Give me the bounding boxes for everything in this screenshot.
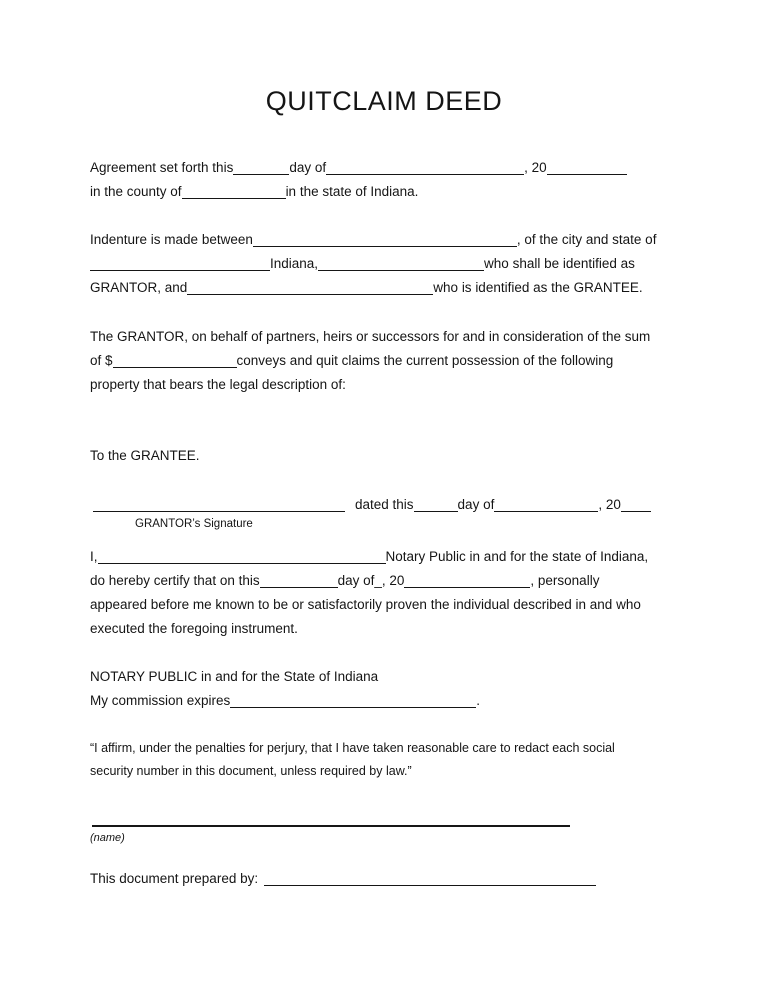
- field-grantor-name-blank[interactable]: [253, 234, 517, 247]
- signature-text-2: day of: [457, 497, 495, 512]
- field-notary-year-blank[interactable]: [404, 575, 530, 588]
- field-name-signature-blank[interactable]: [92, 825, 570, 827]
- notary-public-line-1: NOTARY PUBLIC in and for the State of Indiana: [90, 669, 379, 684]
- notary-public-text-2: .: [476, 693, 481, 708]
- signature-row: [90, 493, 651, 517]
- field-signature-day-blank[interactable]: [414, 499, 458, 512]
- grantor-clause-text-1: of $: [90, 353, 113, 368]
- field-day-blank[interactable]: [233, 162, 289, 175]
- field-identify-blank[interactable]: [318, 258, 484, 271]
- intro-text-4: in the county of: [90, 184, 182, 199]
- document-title: QUITCLAIM DEED: [265, 86, 503, 116]
- field-notary-day-blank[interactable]: [260, 575, 338, 588]
- signature-section: [90, 493, 651, 533]
- prepared-by-text: This document prepared by:: [90, 871, 259, 886]
- grantor-clause-paragraph: [90, 325, 650, 397]
- notary-public-text-1: My commission expires: [90, 693, 231, 708]
- notary-ack-line-1: [90, 545, 648, 569]
- intro-text-1: Agreement set forth this: [90, 160, 234, 175]
- notary-ack-line-3: appeared before me known to be or satisfactorily proven the individual described in and who: [90, 597, 641, 612]
- indenture-text-6: who is identified as the GRANTEE.: [433, 280, 643, 295]
- grantee-section: [90, 444, 200, 468]
- intro-line-2: [90, 180, 627, 204]
- notary-ack-text-4: day of_, 20: [337, 573, 405, 588]
- field-grantor-signature-blank[interactable]: [93, 499, 345, 512]
- indenture-text-1: Indenture is made between: [90, 232, 253, 247]
- notary-ack-text-1: I,: [90, 549, 98, 564]
- grantor-clause-line-3: property that bears the legal description of:: [90, 377, 346, 392]
- notary-ack-text-5: , personally: [530, 573, 600, 588]
- grantee-line: To the GRANTEE.: [90, 448, 200, 463]
- intro-paragraph: [90, 156, 627, 204]
- notary-ack-text-3: do hereby certify that on this: [90, 573, 260, 588]
- field-year-blank[interactable]: [547, 162, 627, 175]
- indenture-line-3: [90, 276, 656, 300]
- prepared-by-row: [90, 867, 596, 891]
- grantor-clause-line-2: [90, 349, 650, 373]
- field-grantee-name-blank[interactable]: [187, 282, 433, 295]
- grantor-signature-label: GRANTOR’s Signature: [135, 518, 253, 530]
- indenture-paragraph: [90, 228, 656, 300]
- affirmation-paragraph: [90, 737, 615, 783]
- field-signature-year-blank[interactable]: [621, 499, 651, 512]
- intro-text-2: day of: [289, 160, 327, 175]
- affirmation-line-1: “I affirm, under the penalties for perjury, that I have taken reasonable care to redact each social: [90, 741, 615, 755]
- indenture-text-2: , of the city and state of: [516, 232, 657, 247]
- notary-public-line-2: [90, 689, 480, 713]
- notary-ack-text-2: Notary Public in and for the state of Indiana,: [385, 549, 649, 564]
- field-county-blank[interactable]: [182, 186, 286, 199]
- name-label: (name): [90, 832, 125, 844]
- notary-ack-paragraph: [90, 545, 648, 641]
- signature-text-3: , 20: [598, 497, 621, 512]
- field-signature-month-blank[interactable]: [494, 499, 598, 512]
- field-city-blank[interactable]: [90, 258, 270, 271]
- field-notary-name-blank[interactable]: [98, 551, 386, 564]
- indenture-line-1: [90, 228, 656, 252]
- affirmation-line-2: security number in this document, unless required by law.”: [90, 764, 412, 778]
- notary-public-section: [90, 665, 480, 713]
- grantor-clause-line-1: The GRANTOR, on behalf of partners, heirs or successors for and in consideration of the sum: [90, 329, 651, 344]
- indenture-text-5: GRANTOR, and: [90, 280, 188, 295]
- grantor-clause-text-2: conveys and quit claims the current possession of the following: [236, 353, 614, 368]
- field-prepared-by-blank[interactable]: [264, 873, 596, 886]
- indenture-text-3: Indiana,: [270, 256, 319, 271]
- notary-ack-line-4: executed the foregoing instrument.: [90, 621, 298, 636]
- indenture-text-4: who shall be identified as: [484, 256, 635, 271]
- intro-text-5: in the state of Indiana.: [285, 184, 419, 199]
- field-amount-blank[interactable]: [113, 355, 237, 368]
- intro-line-1: [90, 156, 627, 180]
- field-month-blank[interactable]: [326, 162, 524, 175]
- field-commission-expires-blank[interactable]: [230, 695, 476, 708]
- prepared-by-section: [90, 867, 596, 891]
- intro-text-3: , 20: [524, 160, 547, 175]
- notary-ack-line-2: [90, 569, 648, 593]
- signature-text-1: dated this: [355, 497, 414, 512]
- indenture-line-2: [90, 252, 656, 276]
